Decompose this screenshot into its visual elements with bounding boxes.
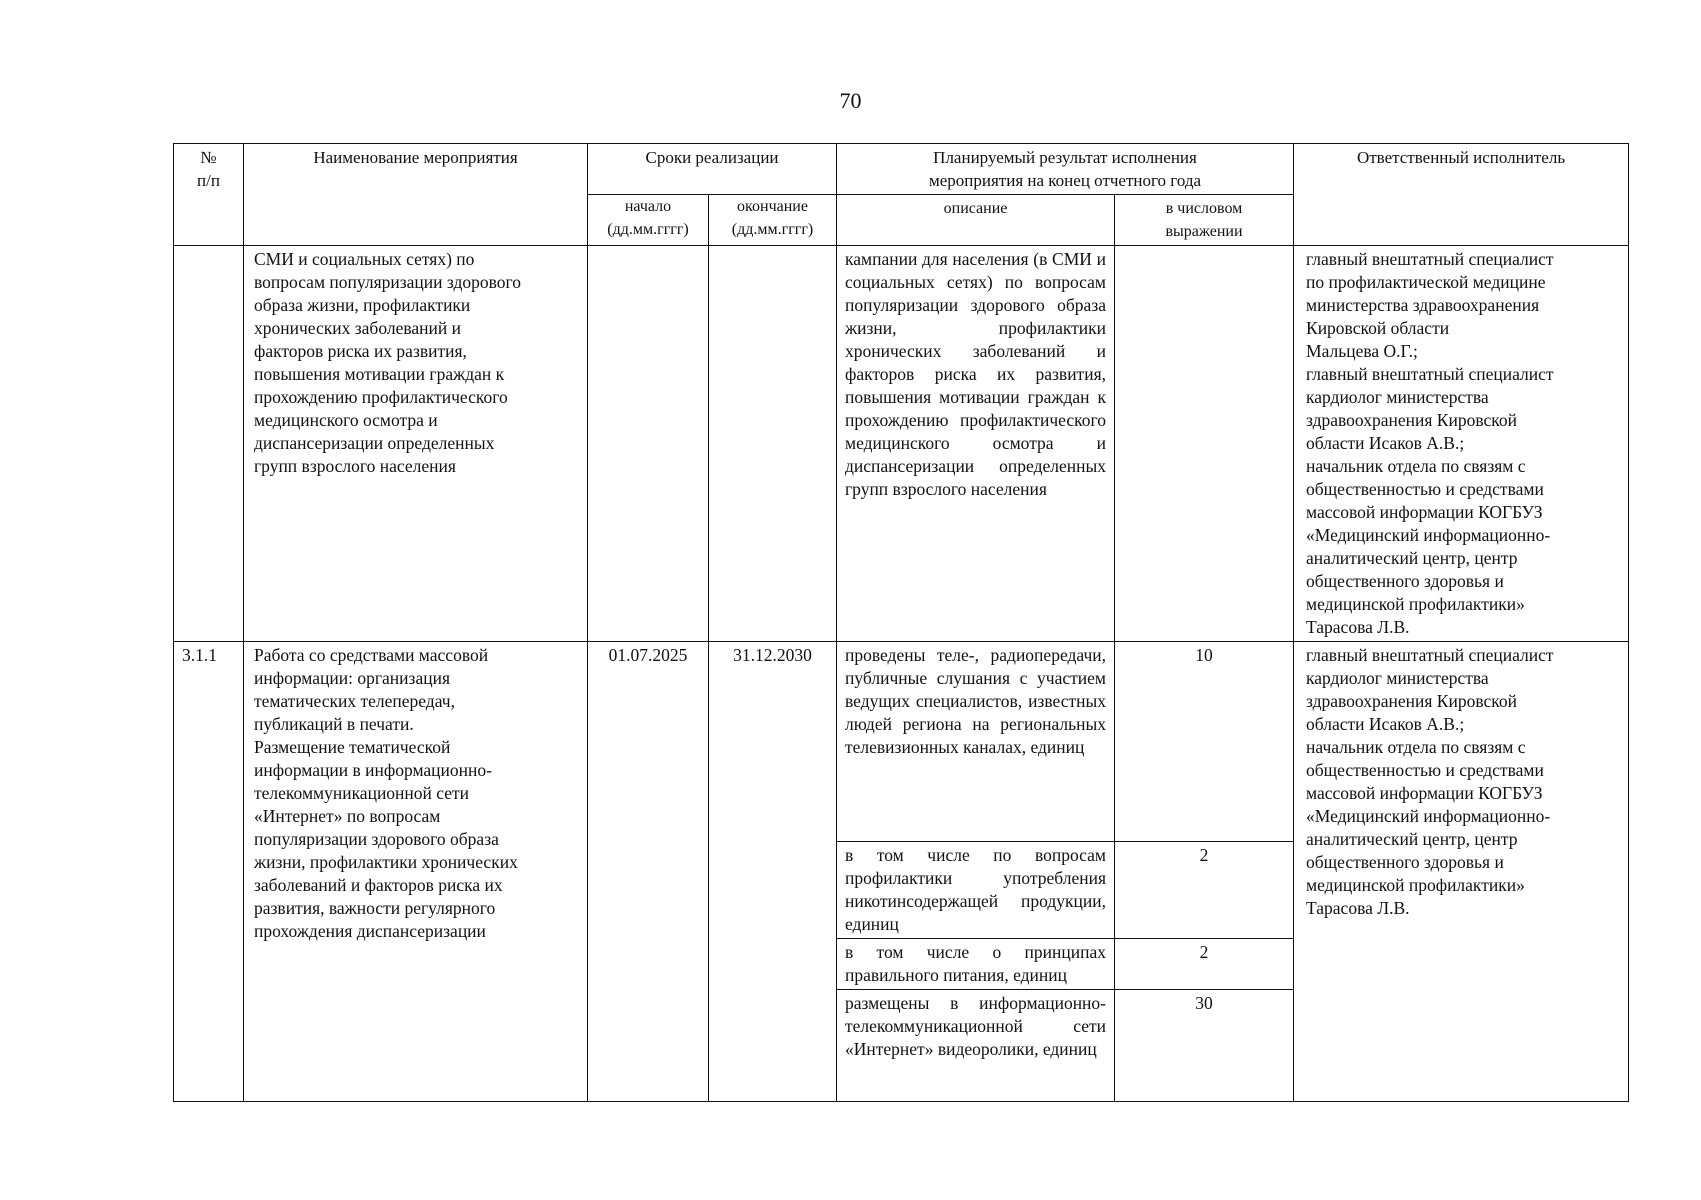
result-value	[1115, 246, 1294, 642]
table-row	[174, 246, 1629, 642]
row-num: 3.1.1	[174, 642, 244, 1102]
row-responsible: главный внештатный специалист кардиолог министерства здравоохранения Кировской области Исаков А.В.; начальник отдела по связям с общественностью и средствами массовой информации КОГБУЗ «Медицинский информационно- аналитический центр, центр общественного здоровья и медицинской профилактики» Тарасова Л.В.	[1294, 642, 1629, 1102]
header-terms: Сроки реализации	[588, 144, 837, 195]
row-name: СМИ и социальных сетях) по вопросам популяризации здорового образа жизни, профилактики хронических заболеваний и факторов риска их развития, повышения мотивации граждан к прохождению профилактического медицинского осмотра и диспансеризации определенных групп взрослого населения	[244, 246, 588, 642]
row-start: 01.07.2025	[588, 642, 709, 1102]
result-value: 10	[1115, 642, 1294, 842]
result-description: размещены в информационно-телекоммуникационной сети «Интернет» видеоролики, единиц	[837, 990, 1115, 1102]
row-num	[174, 246, 244, 642]
header-value: в числовом выражении	[1115, 195, 1294, 246]
row-end: 31.12.2030	[709, 642, 837, 1102]
header-name: Наименование мероприятия	[244, 144, 588, 246]
result-description: в том числе по вопросам профилактики употребления никотинсодержащей продукции, единиц	[837, 842, 1115, 939]
header-num: № п/п	[174, 144, 244, 246]
table-row	[174, 642, 1629, 842]
measures-table	[173, 143, 1629, 1102]
table-header	[174, 144, 1629, 246]
header-end: окончание (дд.мм.гггг)	[709, 195, 837, 246]
row-end	[709, 246, 837, 642]
page-number: 70	[839, 88, 862, 113]
result-value: 2	[1115, 842, 1294, 939]
result-value: 2	[1115, 939, 1294, 990]
header-responsible: Ответственный исполнитель	[1294, 144, 1629, 246]
row-start	[588, 246, 709, 642]
row-responsible: главный внештатный специалист по профилактической медицине министерства здравоохранения Кировской области Мальцева О.Г.; главный внештатный специалист кардиолог министерства здравоохранения Кировской области Исаков А.В.; начальник отдела по связям с общественностью и средствами массовой информации КОГБУЗ «Медицинский информационно- аналитический центр, центр общественного здоровья и медицинской профилактики» Тарасова Л.В.	[1294, 246, 1629, 642]
header-start: начало (дд.мм.гггг)	[588, 195, 709, 246]
row-name: Работа со средствами массовой информации: организация тематических телепередач, публикаций в печати. Размещение тематической информации в информационно- телекоммуникационной сети «Интернет» по вопросам популяризации здорового образа жизни, профилактики хронических заболеваний и факторов риска их развития, важности регулярного прохождения диспансеризации	[244, 642, 588, 1102]
header-desc: описание	[837, 195, 1115, 246]
result-description: в том числе о принципах правильного питания, единиц	[837, 939, 1115, 990]
result-description: проведены теле-, радиопередачи, публичные слушания с участием ведущих специалистов, известных людей региона на региональных телевизионных каналах, единиц	[837, 642, 1115, 842]
result-value: 30	[1115, 990, 1294, 1102]
header-result: Планируемый результат исполнения мероприятия на конец отчетного года	[837, 144, 1294, 195]
result-description: кампании для населения (в СМИ и социальных сетях) по вопросам популяризации здорового образа жизни, профилактики хронических заболеваний и факторов риска их развития, повышения мотивации граждан к прохождению профилактического медицинского осмотра и диспансеризации определенных групп взрослого населения	[837, 246, 1115, 642]
